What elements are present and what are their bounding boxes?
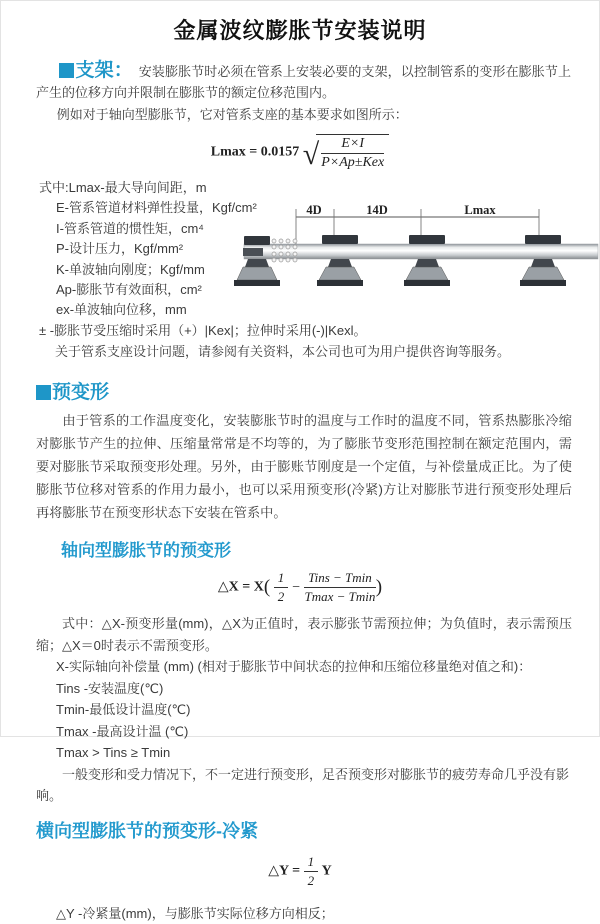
lmax-formula: [1, 134, 599, 171]
definition-line: I-管系管道的惯性矩，cm⁴: [56, 220, 204, 236]
support-example-line: 例如对于轴向型膨胀节，它对管系支座的基本要求如图所示：: [56, 107, 408, 122]
definitions-and-diagram: [39, 178, 599, 320]
pipe-support: [317, 235, 363, 286]
axial-formula: △X = X( $\frac{1}{2}$ − $\frac{\text{Tins − Tmin}}{Tmax - Tmin}$ ): [217, 570, 383, 604]
lateral-note: △Y -冷紧量(mm)，与膨胀节实际位移方向相反；: [56, 905, 334, 921]
axial-item: Tmin-最低设计温度(℃): [56, 702, 191, 717]
axial-formula-temp-num: Tins − Tmin: [304, 570, 376, 588]
page-title: 金属波纹膨胀节安装说明: [173, 18, 427, 43]
lateral-formula-den: 2: [307, 872, 315, 888]
pipe-support: [520, 235, 566, 286]
axial-formula-lhs: △X = X: [217, 579, 264, 595]
axial-formula-half-num: 1: [274, 570, 289, 588]
axial-item: X-实际轴向补偿量 (mm) (相对于膨胀节中间状态的拉伸和压缩位移量绝对值之和)：: [56, 659, 532, 674]
axial-item: Tmax -最高设计温 (℃): [56, 723, 189, 739]
lmax-formula-lhs: Lmax = 0.0157: [210, 144, 300, 160]
lateral-formula-rhs: Y: [321, 863, 332, 879]
support-section-intro: [36, 60, 571, 103]
section-bullet-icon: [59, 63, 74, 78]
lmax-formula-numerator: E×I: [321, 136, 384, 154]
support-note-service: 关于管系支座设计问题，请参阅有关资料，本公司也可为用户提供咨询等服务。: [55, 344, 511, 359]
pipe-end-stub: [243, 248, 263, 256]
section-bullet-icon: [36, 385, 51, 400]
lateral-formula-num: 1: [304, 854, 319, 872]
support-section-heading: 支架：: [75, 60, 133, 81]
axial-item: Tins -安装温度(℃): [56, 680, 164, 696]
pipe-support: [404, 235, 450, 286]
predeform-paragraph: 由于管系的工作温度变化，安装膨胀节时的温度与工作时的温度不同，管系热膨胀冷缩对膨胀节产生的拉伸、压缩量常常是不均等的，为了膨胀节变形范围控制在额定范围内，需要对膨胀节采取预变形处理。另外，由于膨账节刚度是一个定值，与补偿量成正比。为了使膨胀节位移对管系的作用力最小，也可以采用预变形(冷紧)方让对膨胀节进行预变形处理后再将膨胀节在预变形状态下安装在管系中。: [36, 413, 572, 520]
support-note-pm: ± -膨胀节受压缩时采用（+）|Kex|；拉伸时采用(-)|Kexl。: [39, 323, 367, 338]
axial-item: Tmax > Tins ≥ Tmin: [56, 745, 171, 760]
sqrt-radical-icon: √: [302, 137, 320, 171]
predeform-section-heading: 预变形: [36, 377, 599, 404]
definition-line: Ap-膨胀节有效面积，cm²: [56, 282, 202, 298]
axial-formula-temp-den: Tmax − Tmin: [304, 589, 376, 604]
lateral-formula-lhs: △Y =: [268, 863, 301, 879]
definition-line: E-管系管道材料弹性投量，Kgf/cm²: [56, 200, 257, 216]
axial-subsection-heading: 轴向型膨胀节的预变形: [61, 541, 231, 560]
lateral-subsection-heading: 横向型膨胀节的预变形-冷紧: [36, 820, 258, 841]
pipe-support-diagram: [243, 204, 599, 300]
support-intro-text: 安装膨胀节时必须在管系上安装必要的支架，以控制管系的变形在膨胀节上产生的位移方向并限制在膨胀节的额定位移范围内。: [36, 64, 571, 100]
definition-line: K-单波轴向刚度；Kgf/mm: [56, 261, 205, 277]
diagram-label-4d: 4D: [306, 203, 322, 217]
diagram-label-lmax: Lmax: [464, 203, 496, 217]
lateral-formula: [1, 854, 599, 889]
definition-line: P-设计压力，Kgf/mm²: [56, 241, 184, 257]
definition-line: ex-单波轴向位移，mm: [56, 302, 187, 318]
axial-note: 一般变形和受力情况下，不一定进行预变形，足否预变形对膨胀节的疲劳寿命几乎没有影响。: [36, 766, 570, 803]
axial-formula-half-den: 2: [277, 589, 285, 604]
axial-explain: 式中：△X-预变形量(mm)，△X为正值时，表示膨张节需预拉伸；为负值时，表示需预压缩；△X＝0时表示不需预变形。: [36, 616, 572, 653]
definition-line: 式中:Lmax-最大导向间距，m: [39, 180, 207, 195]
diagram-label-14d: 14D: [366, 203, 388, 217]
lmax-formula-denominator: P×Ap±Kex: [321, 155, 385, 170]
